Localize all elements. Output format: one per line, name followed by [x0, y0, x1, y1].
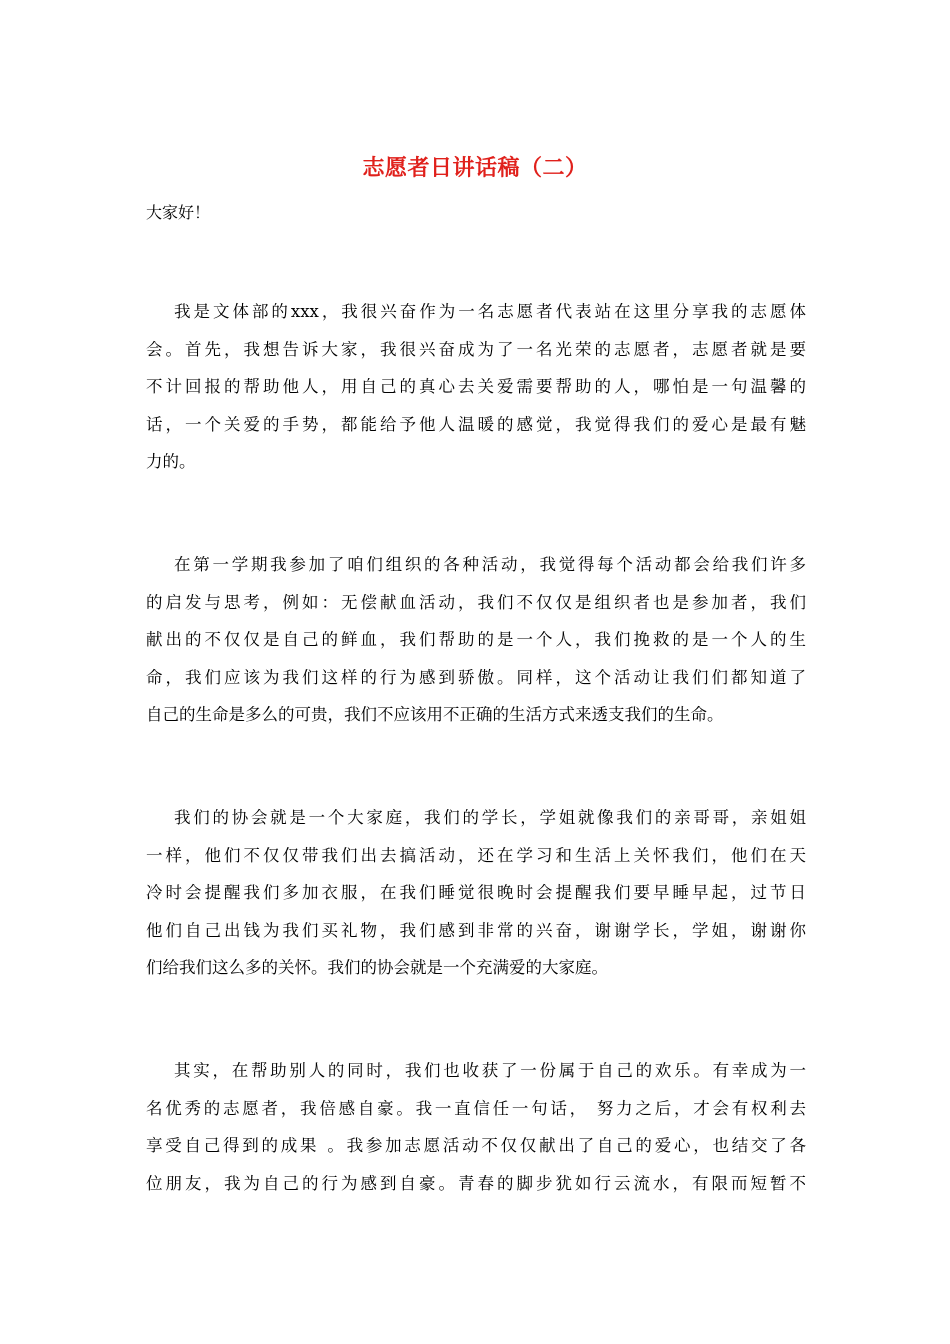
paragraph-1	[146, 293, 806, 481]
paragraph-2	[146, 546, 806, 734]
paragraph-4	[146, 1052, 806, 1202]
paragraph-line: 们给我们这么多的关怀。我们的协会就是一个充满爱的大家庭。	[146, 958, 608, 977]
paragraph-line: 我是文体部的xxx，我很兴奋作为一名志愿者代表站在这里分享我的志愿体	[174, 302, 806, 321]
paragraph-line: 我们的协会就是一个大家庭，我们的学长，学姐就像我们的亲哥哥，亲姐姐	[174, 808, 806, 827]
paragraph-line: 命，我们应该为我们这样的行为感到骄傲。同样，这个活动让我们们都知道了	[146, 667, 806, 687]
paragraph-line: 一样，他们不仅仅带我们出去搞活动，还在学习和生活上关怀我们，他们在天	[146, 845, 806, 865]
paragraph-3	[146, 799, 806, 987]
paragraph-line: 会。首先，我想告诉大家，我很兴奋成为了一名光荣的志愿者，志愿者就是要	[146, 339, 806, 359]
paragraph-line: 不计回报的帮助他人，用自己的真心去关爱需要帮助的人，哪怕是一句温馨的	[146, 377, 806, 396]
document-title: 志愿者日讲话稿（二）	[362, 155, 588, 181]
paragraph-line: 话，一个关爱的手势，都能给予他人温暖的感觉，我觉得我们的爱心是最有魅	[146, 414, 806, 434]
paragraph-line: 在第一学期我参加了咱们组织的各种活动，我觉得每个活动都会给我们许多	[174, 555, 806, 574]
paragraph-line: 献出的不仅仅是自己的鲜血，我们帮助的是一个人，我们挽救的是一个人的生	[146, 630, 806, 649]
paragraph-line: 位朋友，我为自己的行为感到自豪。青春的脚步犹如行云流水，有限而短暂不	[146, 1173, 806, 1193]
paragraph-line: 名优秀的志愿者，我倍感自豪。我一直信任一句话， 努力之后，才会有权利去	[146, 1098, 806, 1118]
paragraph-line: 的启发与思考，例如：无偿献血活动，我们不仅仅是组织者也是参加者，我们	[146, 592, 806, 612]
paragraph-line: 其实，在帮助别人的同时，我们也收获了一份属于自己的欢乐。有幸成为一	[174, 1061, 806, 1080]
paragraph-line: 冷时会提醒我们多加衣服，在我们睡觉很晚时会提醒我们要早睡早起，过节日	[146, 883, 806, 902]
paragraph-line: 享受自己得到的成果 。我参加志愿活动不仅仅献出了自己的爱心，也结交了各	[146, 1136, 806, 1155]
paragraph-line: 他们自己出钱为我们买礼物，我们感到非常的兴奋，谢谢学长，学姐，谢谢你	[146, 920, 806, 940]
paragraph-line: 力的。	[146, 452, 196, 471]
greeting-text: 大家好！	[146, 203, 211, 222]
paragraph-line: 自己的生命是多么的可贵，我们不应该用不正确的生活方式来透支我们的生命。	[146, 705, 724, 724]
